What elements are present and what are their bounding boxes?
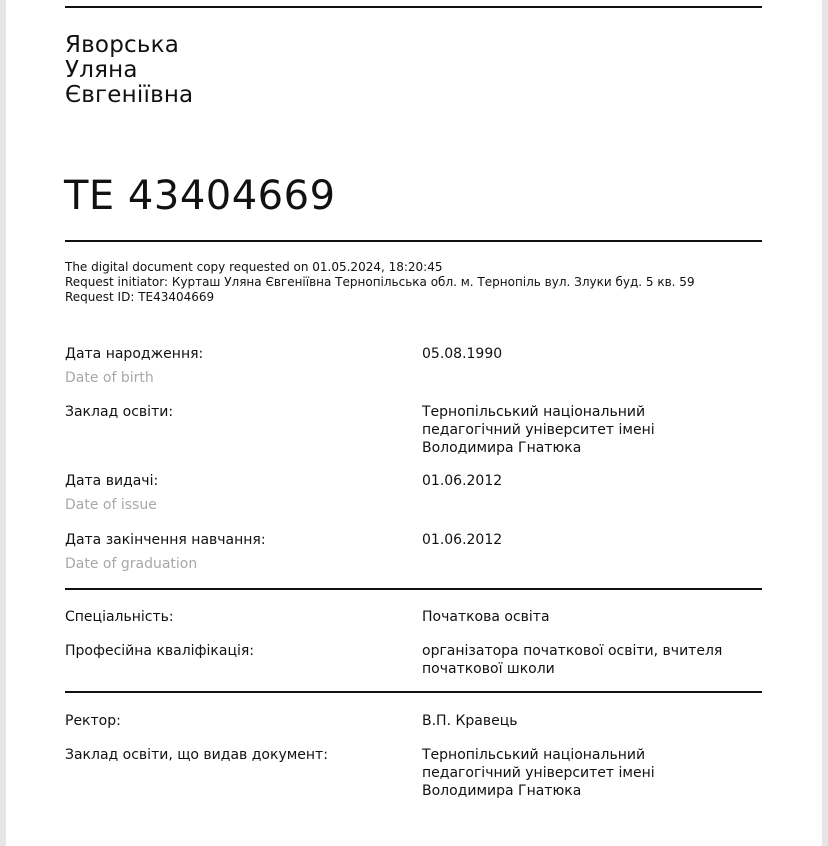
issuing-institution-label: Заклад освіти, що видав документ: [65,747,328,763]
birth-date-value: 05.08.1990 [422,346,503,362]
issuing-institution-value-line: Тернопільський національний [422,747,646,763]
graduation-date-label: Дата закінчення навчання: [65,532,266,548]
section-divider [65,588,762,590]
section-divider [65,691,762,693]
institution-label: Заклад освіти: [65,404,174,420]
rector-label: Ректор: [65,713,121,729]
graduation-date-value: 01.06.2012 [422,532,503,548]
institution-value [422,403,762,457]
qualification-value-line: організатора початкової освіти, вчителя [422,643,723,659]
request-info [65,260,695,305]
issuing-institution-value-line: Володимира Гнатюка [422,783,582,799]
rector-value: В.П. Кравець [422,713,518,729]
holder-surname: Яворська [65,32,179,58]
issue-date-label-en: Date of issue [65,497,157,513]
issuing-institution-value [422,746,762,800]
holder-patronymic: Євгеніївна [65,82,194,108]
specialty-value: Початкова освіта [422,609,550,625]
request-id: Request ID: ТЕ43404669 [65,290,215,304]
institution-value-line: Володимира Гнатюка [422,440,582,456]
header-divider [65,240,762,242]
request-timestamp: The digital document copy requested on 01.05.2024, 18:20:45 [65,260,443,274]
birth-date-label: Дата народження: [65,346,204,362]
specialty-label: Спеціальність: [65,609,174,625]
issue-date-value: 01.06.2012 [422,473,503,489]
issue-date-label: Дата видачі: [65,473,159,489]
qualification-label: Професійна кваліфікація: [65,643,255,659]
graduation-date-label-en: Date of graduation [65,556,198,572]
top-divider [65,6,762,8]
institution-value-line: педагогічний університет імені [422,422,655,438]
holder-first-name: Уляна [65,57,138,83]
institution-value-line: Тернопільський національний [422,404,646,420]
qualification-value [422,642,762,678]
birth-date-label-en: Date of birth [65,370,154,386]
issuing-institution-value-line: педагогічний університет імені [422,765,655,781]
page-edge-right [822,0,828,846]
request-initiator: Request initiator: Курташ Уляна Євгеніївна Тернопільська обл. м. Тернопіль вул. Злуки буд. 5 кв. 59 [65,275,695,289]
qualification-value-line: початкової школи [422,661,555,677]
document-number: ТЕ 43404669 [64,173,336,219]
holder-name [65,33,193,108]
page-edge-left [0,0,6,846]
